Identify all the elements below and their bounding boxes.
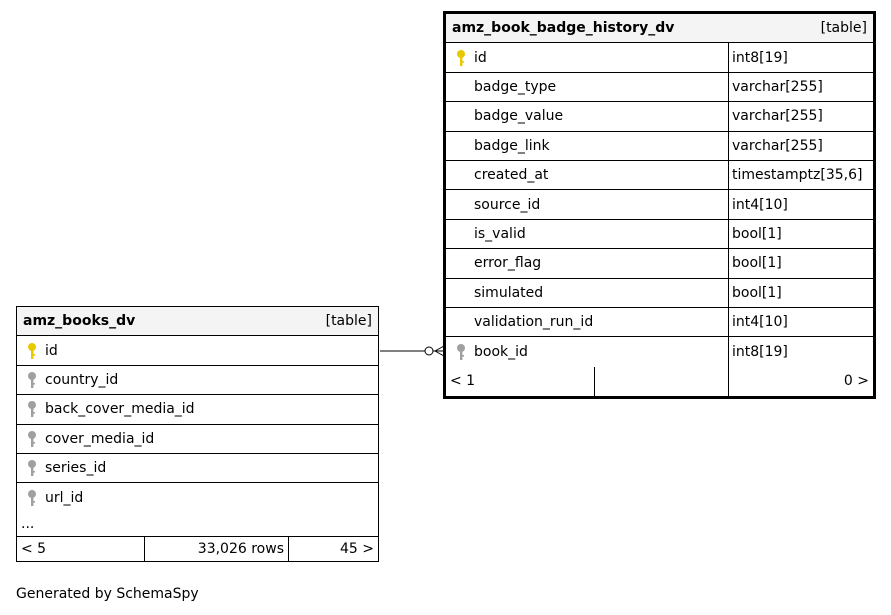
column-name: created_at [474, 167, 549, 184]
children-count[interactable]: 0 > [728, 367, 873, 396]
column-type: int4[10] [728, 308, 873, 336]
table-amz-books-dv[interactable] [16, 306, 379, 562]
column-type: timestamptz[35,6] [728, 161, 873, 189]
column-name: validation_run_id [474, 314, 594, 331]
column-type: bool[1] [728, 279, 873, 307]
table-name: amz_books_dv [23, 313, 136, 330]
parents-count[interactable]: < 1 [450, 373, 476, 390]
foreign-key-icon [23, 430, 41, 448]
column-name: simulated [474, 284, 544, 301]
column-row[interactable] [446, 190, 873, 219]
column-name: book_id [474, 343, 528, 360]
column-row[interactable] [17, 454, 378, 483]
foreign-key-icon [23, 459, 41, 477]
column-name: is_valid [474, 225, 526, 242]
children-count[interactable]: 45 > [288, 537, 378, 561]
column-row[interactable] [446, 132, 873, 161]
table-footer [17, 537, 378, 561]
parents-count[interactable]: < 5 [21, 540, 47, 557]
column-type: varchar[255] [728, 102, 873, 130]
column-name: badge_type [474, 78, 557, 95]
foreign-key-icon [23, 489, 41, 507]
table-header[interactable] [446, 14, 873, 43]
column-row[interactable] [446, 73, 873, 102]
rows-count: 33,026 rows [144, 537, 288, 561]
column-name: id [45, 342, 58, 359]
column-row[interactable] [446, 161, 873, 190]
column-type: varchar[255] [728, 132, 873, 160]
primary-key-icon [23, 342, 41, 360]
column-name: id [474, 49, 487, 66]
foreign-key-icon [452, 343, 470, 361]
column-name: error_flag [474, 255, 542, 272]
table-header[interactable] [17, 307, 378, 336]
column-name: series_id [45, 460, 107, 477]
more-columns-ellipsis[interactable]: ... [17, 513, 378, 537]
table-amz-book-badge-history-dv[interactable] [443, 11, 876, 399]
generated-by-caption: Generated by SchemaSpy [16, 586, 199, 602]
column-row[interactable] [17, 336, 378, 365]
table-kind: [table] [325, 313, 372, 330]
column-row[interactable] [17, 395, 378, 424]
column-name: source_id [474, 196, 541, 213]
primary-key-icon [452, 49, 470, 67]
foreign-key-icon [23, 371, 41, 389]
foreign-key-icon [23, 400, 41, 418]
column-type: bool[1] [728, 220, 873, 248]
column-row[interactable] [17, 483, 378, 512]
column-type: varchar[255] [728, 73, 873, 101]
table-kind: [table] [820, 20, 867, 37]
column-row[interactable] [446, 43, 873, 72]
column-row[interactable] [446, 279, 873, 308]
column-name: country_id [45, 371, 119, 388]
column-type: int8[19] [728, 337, 873, 366]
column-row[interactable] [446, 308, 873, 337]
column-name: url_id [45, 490, 84, 507]
column-name: badge_link [474, 137, 550, 154]
column-name: cover_media_id [45, 430, 155, 447]
table-footer [446, 367, 873, 396]
column-type: int4[10] [728, 190, 873, 218]
column-row[interactable] [446, 220, 873, 249]
column-type: int8[19] [728, 43, 873, 71]
column-name: badge_value [474, 108, 564, 125]
column-row[interactable] [446, 337, 873, 366]
table-name: amz_book_badge_history_dv [452, 20, 675, 37]
column-type: bool[1] [728, 249, 873, 277]
column-row[interactable] [446, 102, 873, 131]
rows-count [594, 367, 728, 396]
column-name: back_cover_media_id [45, 401, 195, 418]
column-row[interactable] [17, 425, 378, 454]
column-row[interactable] [17, 366, 378, 395]
column-row[interactable] [446, 249, 873, 278]
